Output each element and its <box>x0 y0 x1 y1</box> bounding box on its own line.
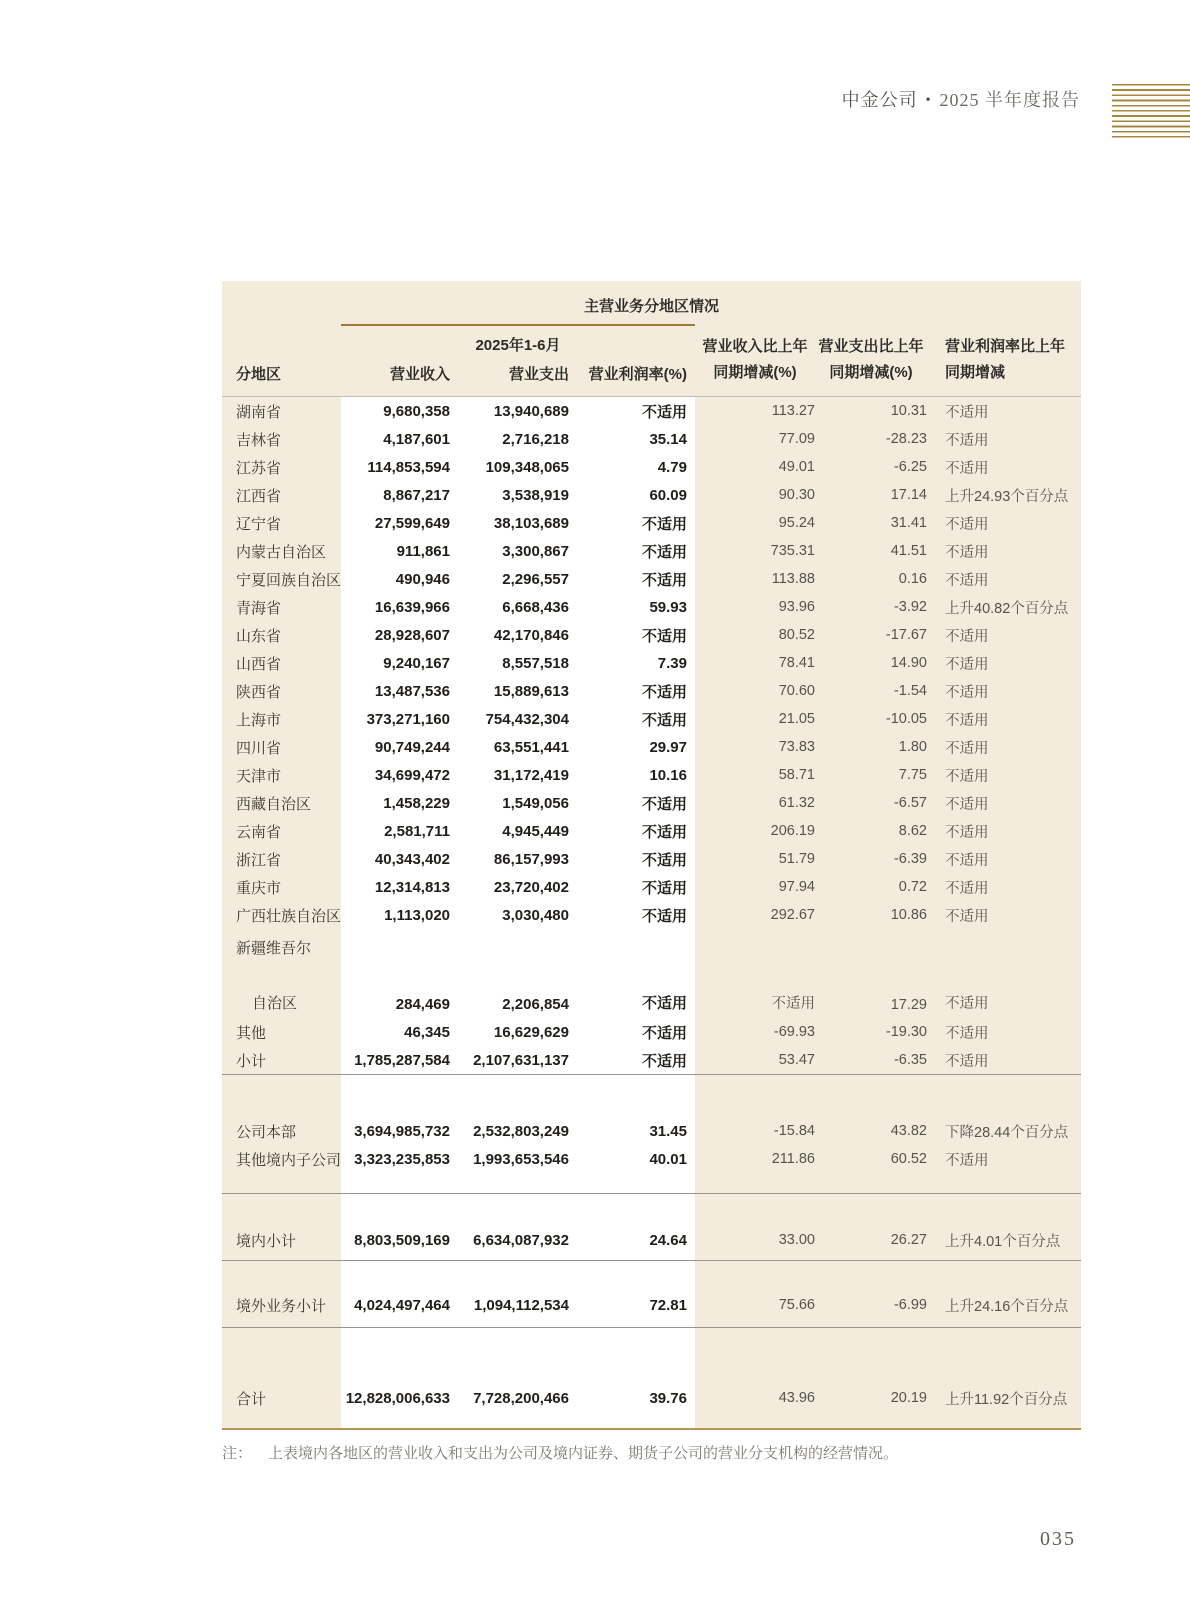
expense-yoy-cell: 10.31 <box>890 403 927 419</box>
table-row <box>222 565 1081 593</box>
revenue-yoy-cell: -69.93 <box>773 1024 815 1040</box>
expense-yoy-cell: 14.90 <box>890 655 927 671</box>
expense-yoy-cell: 10.86 <box>890 907 927 923</box>
expense-cell: 3,300,867 <box>502 542 569 560</box>
expense-cell: 38,103,689 <box>493 514 569 532</box>
margin-yoy-cell: 不适用 <box>945 1152 989 1169</box>
gold-lines-decoration <box>1112 84 1190 138</box>
margin-yoy-cell: 上升24.93个百分点 <box>945 488 1069 505</box>
revenue-cell: 1,785,287,584 <box>354 1051 450 1069</box>
table-row <box>222 425 1081 453</box>
revenue-yoy-cell: 90.30 <box>778 487 815 503</box>
expense-yoy-cell: 60.52 <box>890 1151 927 1167</box>
margin-yoy-cell: 上升4.01个百分点 <box>945 1233 1061 1250</box>
table-row <box>222 481 1081 509</box>
revenue-yoy-cell: 51.79 <box>778 851 815 867</box>
revenue-yoy-cell: 211.86 <box>771 1151 815 1167</box>
revenue-yoy-cell: 735.31 <box>770 543 815 559</box>
margin-cell: 4.79 <box>657 458 687 476</box>
expense-yoy-cell: -3.92 <box>893 599 927 615</box>
revenue-cell: 911,861 <box>396 542 450 560</box>
region-cell: 宁夏回族自治区 <box>236 571 342 589</box>
expense-cell: 1,993,653,546 <box>473 1150 569 1168</box>
margin-cell: 59.93 <box>649 598 687 616</box>
revenue-yoy-cell: 61.32 <box>778 795 815 811</box>
margin-cell: 不适用 <box>641 711 687 729</box>
expense-cell: 3,030,480 <box>502 906 569 924</box>
expense-cell: 23,720,402 <box>493 878 569 896</box>
expense-cell: 2,716,218 <box>502 430 569 448</box>
header-expense: 营业支出 <box>508 366 569 383</box>
table-row <box>222 901 1081 929</box>
expense-cell: 13,940,689 <box>493 402 569 420</box>
expense-yoy-cell: -10.05 <box>885 711 927 727</box>
margin-yoy-cell: 不适用 <box>945 656 989 673</box>
region-cell: 合计 <box>236 1390 267 1408</box>
region-cell: 重庆市 <box>236 879 282 897</box>
margin-cell: 不适用 <box>641 879 687 897</box>
expense-yoy-cell: 20.19 <box>890 1390 927 1406</box>
region-cell: 四川省 <box>236 739 282 757</box>
revenue-yoy-cell: 78.41 <box>778 655 815 671</box>
revenue-yoy-cell: 292.67 <box>770 907 815 923</box>
region-cell: 境外业务小计 <box>236 1297 327 1315</box>
margin-yoy-cell: 上升24.16个百分点 <box>945 1298 1069 1315</box>
table-row <box>222 705 1081 733</box>
header-revenue-yoy-line2: 同期增减(%) <box>713 364 797 381</box>
revenue-yoy-cell: 49.01 <box>778 459 815 475</box>
footnote-label: 注： <box>222 1445 253 1462</box>
margin-yoy-cell: 不适用 <box>945 684 989 701</box>
margin-cell: 不适用 <box>641 403 687 421</box>
expense-cell: 2,532,803,249 <box>473 1122 569 1140</box>
table-row <box>222 1291 1081 1319</box>
header-region: 分地区 <box>236 366 282 383</box>
revenue-yoy-cell: -15.84 <box>773 1123 815 1139</box>
margin-cell: 40.01 <box>649 1150 687 1168</box>
region-cell: 陕西省 <box>236 683 282 701</box>
region-cell: 新疆维吾尔 自治区 <box>236 940 312 1012</box>
expense-yoy-cell: 1.80 <box>898 739 927 755</box>
revenue-cell: 40,343,402 <box>374 850 450 868</box>
revenue-yoy-cell: 113.27 <box>771 403 815 419</box>
expense-cell: 16,629,629 <box>493 1023 569 1041</box>
region-cell: 其他 <box>236 1024 267 1042</box>
revenue-cell: 28,928,607 <box>374 626 450 644</box>
margin-cell: 不适用 <box>641 823 687 841</box>
expense-yoy-cell: -19.30 <box>885 1024 927 1040</box>
margin-cell: 39.76 <box>649 1389 687 1407</box>
region-cell: 青海省 <box>236 599 282 617</box>
header-revenue-yoy-line1: 营业收入比上年 <box>702 338 808 355</box>
revenue-cell: 27,599,649 <box>374 514 450 532</box>
expense-yoy-cell: 17.29 <box>890 997 927 1013</box>
revenue-cell: 16,639,966 <box>374 598 450 616</box>
region-cell: 其他境内子公司 <box>236 1151 342 1169</box>
revenue-cell: 2,581,711 <box>384 822 450 840</box>
footnote-text: 上表境内各地区的营业收入和支出为公司及境内证券、期货子公司的营业分支机构的经营情况。 <box>268 1445 899 1462</box>
table-row <box>222 873 1081 901</box>
margin-yoy-cell: 不适用 <box>945 572 989 589</box>
table-row <box>222 845 1081 873</box>
margin-yoy-cell: 不适用 <box>945 460 989 477</box>
revenue-cell: 4,024,497,464 <box>354 1296 450 1314</box>
expense-cell: 7,728,200,466 <box>473 1389 569 1407</box>
expense-yoy-cell: -6.35 <box>893 1052 927 1068</box>
table-row <box>222 1117 1081 1145</box>
expense-yoy-cell: 41.51 <box>890 543 927 559</box>
region-cell: 境内小计 <box>236 1232 297 1250</box>
header-period: 2025年1-6月 <box>475 337 561 354</box>
region-cell: 内蒙古自治区 <box>236 543 327 561</box>
margin-cell: 24.64 <box>649 1231 687 1249</box>
revenue-yoy-cell: 不适用 <box>771 996 815 1012</box>
margin-cell: 7.39 <box>657 654 687 672</box>
table-header <box>222 281 1081 397</box>
margin-cell: 31.45 <box>649 1122 687 1140</box>
margin-yoy-cell: 不适用 <box>945 768 989 785</box>
revenue-cell: 34,699,472 <box>374 766 450 784</box>
revenue-cell: 12,828,006,633 <box>345 1389 450 1407</box>
table-row <box>222 453 1081 481</box>
revenue-yoy-cell: 53.47 <box>778 1052 815 1068</box>
expense-yoy-cell: -17.67 <box>885 627 927 643</box>
region-cell: 浙江省 <box>236 851 282 869</box>
expense-cell: 42,170,846 <box>493 626 569 644</box>
margin-yoy-cell: 不适用 <box>945 1053 989 1070</box>
margin-yoy-cell: 不适用 <box>945 996 989 1012</box>
expense-yoy-cell: 0.16 <box>898 571 927 587</box>
expense-cell: 2,206,854 <box>502 996 569 1013</box>
separator-dot: • <box>925 93 932 108</box>
revenue-yoy-cell: 77.09 <box>778 431 815 447</box>
margin-cell: 72.81 <box>649 1296 687 1314</box>
header-margin-yoy-line1: 营业利润率比上年 <box>945 338 1066 355</box>
revenue-yoy-cell: 80.52 <box>778 627 815 643</box>
report-title: 2025 半年度报告 <box>939 90 1080 110</box>
margin-yoy-cell: 不适用 <box>945 404 989 421</box>
margin-cell: 不适用 <box>641 515 687 533</box>
expense-yoy-cell: 7.75 <box>898 767 927 783</box>
region-cell: 江西省 <box>236 487 282 505</box>
expense-yoy-cell: 26.27 <box>890 1232 927 1248</box>
margin-yoy-cell: 不适用 <box>945 880 989 897</box>
margin-cell: 不适用 <box>641 851 687 869</box>
expense-yoy-cell: -1.54 <box>893 683 927 699</box>
header-margin: 营业利润率(%) <box>588 366 687 383</box>
expense-cell: 1,549,056 <box>502 794 569 812</box>
expense-yoy-cell: -6.39 <box>893 851 927 867</box>
region-cell: 山东省 <box>236 627 282 645</box>
margin-cell: 不适用 <box>641 795 687 813</box>
header-expense-yoy <box>815 326 927 396</box>
table-row <box>222 397 1081 425</box>
region-cell: 公司本部 <box>236 1123 297 1141</box>
table-bottom-rule <box>222 1428 1081 1430</box>
table-row <box>222 593 1081 621</box>
region-cell: 西藏自治区 <box>236 795 312 813</box>
region-cell: 天津市 <box>236 767 282 785</box>
header-revenue-yoy <box>695 326 815 396</box>
revenue-cell: 13,487,536 <box>374 682 450 700</box>
margin-yoy-cell: 不适用 <box>945 852 989 869</box>
margin-cell: 不适用 <box>641 907 687 925</box>
expense-cell: 86,157,993 <box>493 850 569 868</box>
table-row <box>222 509 1081 537</box>
revenue-cell: 3,694,985,732 <box>354 1122 450 1140</box>
margin-cell: 35.14 <box>649 430 687 448</box>
grand-total-section <box>222 1384 1081 1412</box>
revenue-cell: 1,458,229 <box>383 794 450 812</box>
table-row <box>222 1226 1081 1254</box>
table-row <box>222 621 1081 649</box>
table-row <box>222 1384 1081 1412</box>
revenue-cell: 373,271,160 <box>366 710 450 728</box>
table-row <box>222 537 1081 565</box>
expense-cell: 2,296,557 <box>502 570 569 588</box>
revenue-yoy-cell: 93.96 <box>778 599 815 615</box>
revenue-cell: 3,323,235,853 <box>354 1150 450 1168</box>
revenue-cell: 8,803,509,169 <box>354 1231 450 1249</box>
region-cell: 上海市 <box>236 711 282 729</box>
footnote <box>222 1442 1082 1463</box>
revenue-yoy-cell: 33.00 <box>778 1232 815 1248</box>
region-cell: 小计 <box>236 1052 267 1070</box>
expense-yoy-cell: 31.41 <box>890 515 927 531</box>
revenue-cell: 90,749,244 <box>374 738 450 756</box>
overseas-subtotal-section <box>222 1291 1081 1319</box>
revenue-yoy-cell: 43.96 <box>778 1390 815 1406</box>
header-expense-yoy-line1: 营业支出比上年 <box>818 338 924 355</box>
margin-yoy-cell: 不适用 <box>945 796 989 813</box>
table-row <box>222 761 1081 789</box>
table-title: 主营业务分地区情况 <box>583 298 719 315</box>
expense-cell: 2,107,631,137 <box>473 1051 569 1069</box>
table-row <box>222 1046 1081 1074</box>
margin-cell: 不适用 <box>641 571 687 589</box>
region-table <box>222 281 1081 1430</box>
expense-yoy-cell: 43.82 <box>890 1123 927 1139</box>
table-row <box>222 677 1081 705</box>
revenue-cell: 490,946 <box>395 570 450 588</box>
region-cell: 广西壮族自治区 <box>236 907 342 925</box>
expense-cell: 31,172,419 <box>493 766 569 784</box>
table-row <box>222 1018 1081 1046</box>
margin-yoy-cell: 不适用 <box>945 628 989 645</box>
expense-cell: 63,551,441 <box>493 738 569 756</box>
revenue-yoy-cell: 21.05 <box>778 711 815 727</box>
margin-yoy-cell: 下降28.44个百分点 <box>945 1124 1069 1141</box>
margin-cell: 60.09 <box>649 486 687 504</box>
margin-yoy-cell: 上升11.92个百分点 <box>945 1391 1068 1408</box>
revenue-cell: 46,345 <box>404 1023 450 1041</box>
revenue-yoy-cell: 75.66 <box>778 1297 815 1313</box>
expense-cell: 1,094,112,534 <box>473 1296 569 1314</box>
section-divider <box>222 1327 1081 1328</box>
margin-yoy-cell: 不适用 <box>945 908 989 925</box>
margin-cell: 不适用 <box>641 683 687 701</box>
margin-cell: 不适用 <box>641 1024 687 1042</box>
margin-cell: 不适用 <box>641 627 687 645</box>
revenue-cell: 8,867,217 <box>383 486 450 504</box>
margin-yoy-cell: 上升40.82个百分点 <box>945 600 1069 617</box>
revenue-cell: 114,853,594 <box>367 458 450 476</box>
company-name: 中金公司 <box>841 90 918 110</box>
region-cell: 吉林省 <box>236 431 282 449</box>
section-divider <box>222 1193 1081 1194</box>
expense-cell: 109,348,065 <box>485 458 569 476</box>
body-rows-section <box>222 397 1081 1074</box>
revenue-yoy-cell: 206.19 <box>770 823 815 839</box>
revenue-cell: 12,314,813 <box>374 878 450 896</box>
margin-yoy-cell: 不适用 <box>945 516 989 533</box>
margin-cell: 10.16 <box>649 766 687 784</box>
margin-cell: 不适用 <box>641 543 687 561</box>
expense-cell: 4,945,449 <box>502 822 569 840</box>
table-row <box>222 817 1081 845</box>
margin-cell: 29.97 <box>649 738 687 756</box>
revenue-yoy-cell: 73.83 <box>778 739 815 755</box>
revenue-cell: 284,469 <box>395 996 450 1013</box>
page-number: 035 <box>1040 1528 1076 1550</box>
region-cell: 湖南省 <box>236 403 282 421</box>
revenue-cell: 9,240,167 <box>383 654 450 672</box>
table-row <box>222 929 1081 1018</box>
domestic-subsidiary-section <box>222 1117 1081 1173</box>
header-revenue: 营业收入 <box>389 366 450 383</box>
margin-yoy-cell: 不适用 <box>945 544 989 561</box>
revenue-cell: 1,113,020 <box>384 906 450 924</box>
revenue-cell: 4,187,601 <box>383 430 450 448</box>
margin-yoy-cell: 不适用 <box>945 712 989 729</box>
revenue-yoy-cell: 70.60 <box>778 683 815 699</box>
header-expense-yoy-line2: 同期增减(%) <box>829 364 913 381</box>
expense-yoy-cell: -6.99 <box>893 1297 927 1313</box>
revenue-yoy-cell: 58.71 <box>778 767 815 783</box>
revenue-cell: 9,680,358 <box>383 402 450 420</box>
expense-yoy-cell: 0.72 <box>898 879 927 895</box>
margin-yoy-cell: 不适用 <box>945 432 989 449</box>
running-header <box>0 86 1080 112</box>
expense-cell: 754,432,304 <box>485 710 569 728</box>
table-row <box>222 1145 1081 1173</box>
domestic-subtotal-section <box>222 1226 1081 1254</box>
section-divider <box>222 1074 1081 1075</box>
margin-yoy-cell: 不适用 <box>945 824 989 841</box>
expense-yoy-cell: -6.57 <box>893 795 927 811</box>
region-cell: 辽宁省 <box>236 515 282 533</box>
expense-yoy-cell: -6.25 <box>893 459 927 475</box>
expense-cell: 15,889,613 <box>493 682 569 700</box>
expense-cell: 3,538,919 <box>502 486 569 504</box>
margin-cell: 不适用 <box>641 1052 687 1070</box>
expense-yoy-cell: -28.23 <box>885 431 927 447</box>
margin-yoy-cell: 不适用 <box>945 1025 989 1042</box>
table-row <box>222 649 1081 677</box>
expense-yoy-cell: 17.14 <box>890 487 927 503</box>
region-cell: 江苏省 <box>236 459 282 477</box>
margin-cell: 不适用 <box>641 995 687 1012</box>
expense-cell: 6,668,436 <box>502 598 569 616</box>
revenue-yoy-cell: 95.24 <box>778 515 815 531</box>
revenue-yoy-cell: 113.88 <box>771 571 815 587</box>
expense-yoy-cell: 8.62 <box>898 823 927 839</box>
header-margin-yoy <box>927 326 1081 396</box>
region-cell: 山西省 <box>236 655 282 673</box>
section-divider <box>222 1260 1081 1261</box>
expense-cell: 8,557,518 <box>502 654 569 672</box>
margin-yoy-cell: 不适用 <box>945 740 989 757</box>
table-row <box>222 733 1081 761</box>
table-row <box>222 789 1081 817</box>
expense-cell: 6,634,087,932 <box>473 1231 569 1249</box>
revenue-yoy-cell: 97.94 <box>778 879 815 895</box>
region-cell: 云南省 <box>236 823 282 841</box>
header-margin-yoy-line2: 同期增减 <box>945 364 1006 381</box>
